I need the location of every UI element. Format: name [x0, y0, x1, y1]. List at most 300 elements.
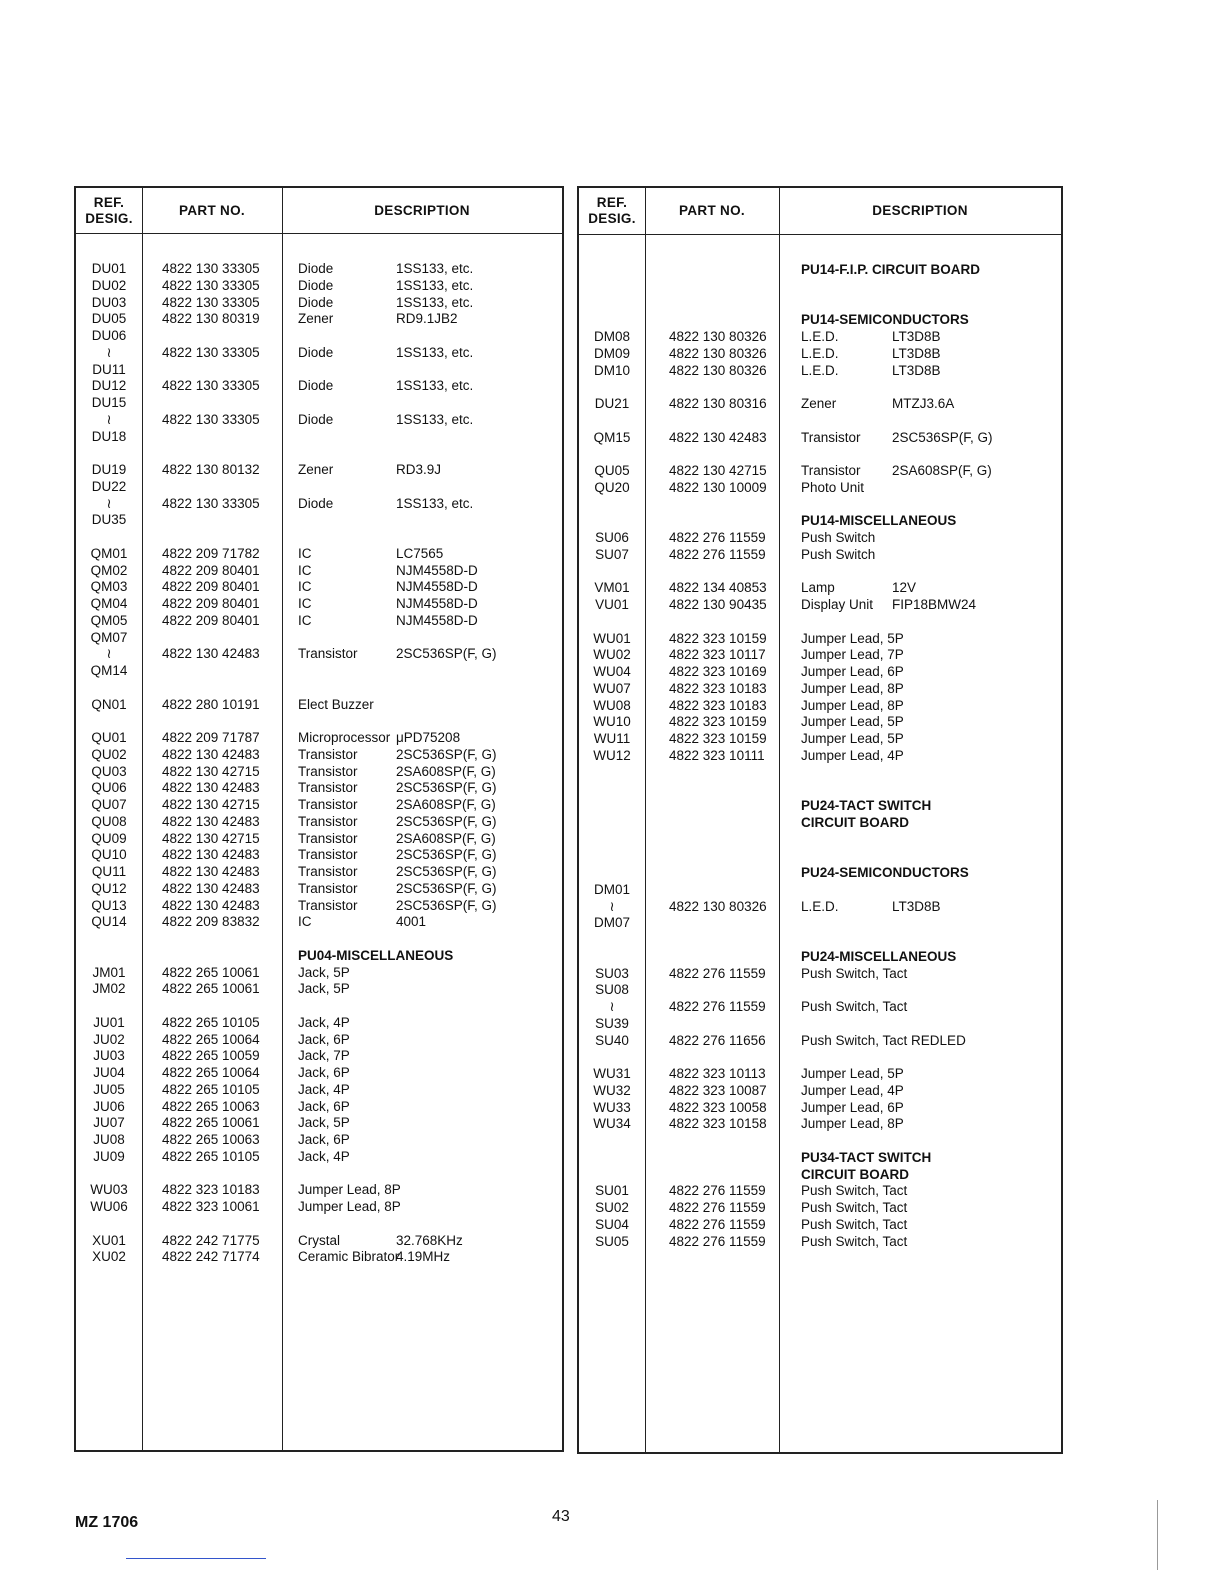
ref-desig-cell: QM04	[90, 596, 128, 611]
table-row	[579, 713, 1061, 730]
description-cell: Crystal	[298, 1232, 341, 1248]
part-no-cell: 4822 209 80401	[162, 579, 260, 595]
table-body	[579, 234, 1061, 1452]
header-part-no: PART NO.	[679, 203, 745, 218]
value-cell: LT3D8B	[892, 345, 941, 361]
description-cell: Jumper Lead, 7P	[801, 647, 904, 663]
part-no-cell: 4822 323 10113	[669, 1066, 766, 1081]
description-cell: Jack, 6P	[298, 1132, 350, 1147]
description-cell: Jack, 5P	[298, 1115, 350, 1131]
table-row	[579, 1149, 1061, 1166]
ref-desig-cell: QM01	[90, 545, 128, 561]
table-row	[76, 880, 562, 897]
part-no-cell: 4822 323 10183	[669, 680, 767, 696]
description-cell: L.E.D.	[801, 362, 839, 378]
table-row	[76, 1064, 562, 1081]
part-no-cell: 4822 209 80401	[162, 562, 260, 578]
table-row	[579, 831, 1061, 848]
table-row	[579, 646, 1061, 663]
table-row	[76, 863, 562, 880]
ref-desig-cell: ≀	[106, 411, 112, 427]
value-cell: 1SS133, etc.	[396, 495, 474, 511]
ref-desig-cell: JM02	[92, 981, 126, 997]
ref-desig-cell: SU06	[595, 530, 629, 545]
description-cell: Jumper Lead, 6P	[801, 664, 904, 679]
table-row	[579, 1099, 1061, 1116]
ref-desig-cell: XU02	[92, 1249, 126, 1265]
ref-desig-cell: DU11	[92, 361, 126, 377]
table-row	[579, 345, 1061, 362]
description-cell: Transistor	[298, 830, 358, 846]
ref-desig-cell: DU18	[91, 428, 127, 444]
table-row	[76, 260, 562, 277]
table-row	[579, 512, 1061, 529]
description-cell: Jack, 5P	[298, 964, 350, 980]
part-no-cell: 4822 130 42715	[162, 830, 260, 846]
table-row	[579, 596, 1061, 613]
table-row	[579, 764, 1061, 781]
value-cell: 2SC536SP(F, G)	[396, 746, 497, 762]
value-cell: RD9.1JB2	[396, 311, 458, 327]
ref-desig-cell: JM01	[92, 964, 126, 980]
table-row	[579, 948, 1061, 965]
table-row	[579, 847, 1061, 864]
section-heading: PU34-TACT SWITCH	[801, 1149, 932, 1165]
value-cell: 2SA608SP(F, G)	[396, 797, 496, 812]
table-row	[76, 662, 562, 679]
part-no-cell: 4822 280 10191	[162, 696, 260, 712]
description-cell: Push Switch, Tact REDLED	[801, 1032, 966, 1048]
ref-desig-cell: WU10	[593, 714, 631, 730]
table-row	[76, 1031, 562, 1048]
part-no-cell: 4822 130 42483	[162, 847, 260, 863]
part-no-cell: 4822 276 11559	[669, 546, 766, 562]
table-row	[579, 965, 1061, 982]
part-no-cell: 4822 265 10105	[162, 1081, 260, 1097]
table-row	[76, 913, 562, 930]
ref-desig-cell: QU20	[594, 479, 630, 495]
description-cell: Push Switch, Tact	[801, 1233, 908, 1249]
description-cell: Zener	[801, 396, 837, 411]
model-number: MZ 1706	[75, 1514, 139, 1531]
value-cell: 2SC536SP(F, G)	[396, 813, 497, 829]
value-cell: LT3D8B	[892, 329, 941, 344]
description-cell: IC	[298, 579, 312, 595]
ref-desig-cell: DU02	[91, 277, 127, 293]
underline-mark	[126, 1558, 266, 1559]
table-row	[76, 1198, 562, 1215]
value-cell: 1SS133, etc.	[396, 344, 474, 360]
table-row	[76, 964, 562, 981]
ref-desig-cell: SU01	[595, 1183, 629, 1199]
description-cell: Transistor	[298, 646, 358, 662]
part-no-cell: 4822 323 10183	[669, 697, 767, 713]
part-no-cell: 4822 130 33305	[162, 378, 260, 394]
ref-desig-cell: QU12	[91, 880, 127, 896]
ref-desig-cell: QN01	[91, 696, 127, 712]
description-cell: Jack, 4P	[298, 1081, 350, 1097]
value-cell: 12V	[892, 580, 917, 596]
table-row	[76, 1014, 562, 1031]
description-cell: Jack, 7P	[298, 1048, 350, 1064]
table-row	[76, 846, 562, 863]
table-row	[76, 1131, 562, 1148]
table-row	[579, 546, 1061, 563]
edge-mark	[1157, 1500, 1158, 1570]
description-cell: Diode	[298, 411, 334, 427]
ref-desig-cell: ≀	[609, 999, 615, 1014]
description-cell: Diode	[298, 294, 334, 310]
part-no-cell: 4822 276 11559	[669, 1233, 766, 1249]
part-no-cell: 4822 130 90435	[669, 597, 767, 612]
parts-table-left	[74, 186, 564, 1452]
table-row	[76, 1232, 562, 1249]
table-row	[579, 981, 1061, 998]
part-no-cell: 4822 323 10159	[669, 630, 767, 646]
table-row	[76, 712, 562, 729]
ref-desig-cell: WU08	[593, 697, 631, 713]
part-no-cell: 4822 323 10061	[162, 1199, 260, 1214]
ref-desig-cell: WU12	[593, 747, 631, 763]
table-row	[579, 663, 1061, 680]
description-cell: Push Switch, Tact	[801, 965, 908, 981]
ref-desig-cell: QM15	[593, 429, 631, 445]
description-cell: Transistor	[298, 797, 358, 812]
section-heading: PU14-SEMICONDUCTORS	[801, 312, 969, 328]
description-cell: Jack, 6P	[298, 1031, 350, 1047]
part-no-cell: 4822 242 71774	[162, 1249, 260, 1265]
table-row	[579, 998, 1061, 1015]
table-row	[76, 411, 562, 428]
table-row	[579, 1015, 1061, 1032]
table-row	[579, 563, 1061, 580]
value-cell: 1SS133, etc.	[396, 261, 474, 276]
value-cell: 2SA608SP(F, G)	[396, 830, 496, 846]
table-row	[579, 1132, 1061, 1149]
description-cell: Lamp	[801, 580, 835, 596]
table-row	[76, 746, 562, 763]
part-no-cell: 4822 130 42715	[162, 797, 260, 812]
description-cell: Jumper Lead, 6P	[801, 1099, 904, 1115]
section-heading: PU14-F.I.P. CIRCUIT BOARD	[801, 262, 981, 277]
value-cell: 32.768KHz	[396, 1232, 463, 1248]
ref-desig-cell: DU35	[91, 512, 127, 528]
ref-desig-cell: QU03	[91, 763, 127, 779]
ref-desig-cell: DM07	[593, 915, 630, 931]
ref-desig-cell: QU09	[91, 830, 127, 846]
table-row	[76, 779, 562, 796]
table-row	[579, 496, 1061, 513]
description-cell: Jumper Lead, 4P	[801, 1082, 904, 1098]
table-header	[579, 188, 1061, 235]
ref-desig-cell: SU02	[595, 1200, 629, 1215]
value-cell: μPD75208	[396, 730, 461, 745]
part-no-cell: 4822 130 33305	[162, 411, 260, 427]
header-description: DESCRIPTION	[872, 203, 968, 218]
table-row	[579, 680, 1061, 697]
table-row	[579, 881, 1061, 898]
ref-desig-cell: JU03	[93, 1048, 125, 1064]
table-row	[76, 645, 562, 662]
ref-desig-cell: WU02	[593, 647, 631, 663]
table-row	[76, 528, 562, 545]
description-cell: Transistor	[298, 880, 358, 896]
ref-desig-cell: WU34	[593, 1116, 631, 1132]
table-row	[76, 1047, 562, 1064]
value-cell: 1SS133, etc.	[396, 378, 474, 394]
section-heading: PU04-MISCELLANEOUS	[298, 947, 454, 963]
ref-desig-cell: QU11	[91, 864, 127, 879]
value-cell: NJM4558D-D	[396, 612, 478, 628]
part-no-cell: 4822 130 33305	[162, 261, 260, 276]
description-cell: Jack, 4P	[298, 1014, 350, 1030]
value-cell: 2SC536SP(F, G)	[396, 847, 497, 863]
table-row	[579, 898, 1061, 915]
table-row	[579, 1182, 1061, 1199]
table-row	[76, 495, 562, 512]
table-body	[76, 233, 562, 1450]
ref-desig-cell: QM14	[90, 663, 128, 678]
table-row	[579, 362, 1061, 379]
value-cell: 1SS133, etc.	[396, 294, 474, 310]
section-heading: PU14-MISCELLANEOUS	[801, 513, 957, 529]
table-row	[76, 277, 562, 294]
part-no-cell: 4822 265 10063	[162, 1132, 260, 1147]
description-cell: Microprocessor	[298, 730, 391, 745]
table-row	[76, 679, 562, 696]
table-row	[579, 579, 1061, 596]
ref-desig-cell: JU01	[93, 1014, 125, 1030]
value-cell: NJM4558D-D	[396, 579, 478, 595]
table-row	[579, 445, 1061, 462]
table-row	[579, 730, 1061, 747]
table-row	[76, 444, 562, 461]
table-row	[76, 997, 562, 1014]
part-no-cell: 4822 130 42715	[669, 463, 767, 478]
description-cell: Transistor	[801, 429, 861, 445]
value-cell: 2SC536SP(F, G)	[396, 646, 497, 662]
table-row	[579, 429, 1061, 446]
ref-desig-cell: VM01	[594, 580, 630, 596]
ref-desig-cell: QM03	[90, 579, 128, 595]
part-no-cell: 4822 323 10117	[669, 647, 766, 663]
table-row	[76, 461, 562, 478]
description-cell: Ceramic Bibrator	[298, 1249, 400, 1265]
table-row	[76, 377, 562, 394]
ref-desig-cell: QU08	[91, 813, 127, 829]
table-row	[76, 1098, 562, 1115]
part-no-cell: 4822 323 10087	[669, 1082, 767, 1098]
table-row	[579, 780, 1061, 797]
ref-desig-cell: WU33	[593, 1099, 631, 1115]
value-cell: 2SC536SP(F, G)	[396, 897, 497, 913]
part-no-cell: 4822 265 10063	[162, 1098, 260, 1114]
table-row	[579, 1233, 1061, 1250]
part-no-cell: 4822 265 10105	[162, 1148, 260, 1164]
part-no-cell: 4822 130 80326	[669, 362, 767, 378]
value-cell: 4.19MHz	[396, 1249, 451, 1265]
table-row	[76, 763, 562, 780]
value-cell: NJM4558D-D	[396, 562, 478, 578]
table-row	[76, 1248, 562, 1265]
table-row	[76, 511, 562, 528]
part-no-cell: 4822 130 80326	[669, 345, 767, 361]
table-row	[579, 479, 1061, 496]
table-row	[76, 595, 562, 612]
ref-desig-cell: JU08	[93, 1132, 125, 1147]
part-no-cell: 4822 323 10159	[669, 714, 767, 730]
table-row	[76, 897, 562, 914]
table-row	[579, 1048, 1061, 1065]
description-cell: Diode	[298, 495, 334, 511]
part-no-cell: 4822 130 80316	[669, 396, 767, 411]
value-cell: 2SC536SP(F, G)	[396, 880, 497, 896]
description-cell: IC	[298, 612, 312, 628]
table-row	[76, 428, 562, 445]
table-row	[579, 630, 1061, 647]
table-row	[579, 395, 1061, 412]
part-no-cell: 4822 130 80326	[669, 329, 767, 344]
table-row	[76, 478, 562, 495]
part-no-cell: 4822 130 80326	[669, 898, 767, 914]
ref-desig-cell: SU04	[595, 1216, 629, 1232]
description-cell: Transistor	[298, 847, 358, 863]
ref-desig-cell: SU05	[595, 1233, 629, 1249]
ref-desig-cell: JU09	[93, 1148, 125, 1164]
description-cell: Transistor	[298, 813, 358, 829]
part-no-cell: 4822 209 83832	[162, 914, 260, 930]
ref-desig-cell: SU07	[595, 546, 629, 562]
table-row	[76, 361, 562, 378]
table-row	[579, 1082, 1061, 1099]
description-cell: Jumper Lead, 8P	[801, 680, 904, 696]
description-cell: IC	[298, 545, 312, 561]
description-cell: L.E.D.	[801, 898, 839, 914]
description-cell: Transistor	[801, 463, 861, 478]
value-cell: 1SS133, etc.	[396, 277, 474, 293]
value-cell: 2SC536SP(F, G)	[396, 864, 497, 879]
part-no-cell: 4822 130 80319	[162, 311, 260, 327]
table-row	[76, 1181, 562, 1198]
ref-desig-cell: QU07	[91, 797, 127, 812]
description-cell: Diode	[298, 378, 334, 394]
ref-desig-cell: DU05	[91, 311, 127, 327]
table-row	[76, 729, 562, 746]
part-no-cell: 4822 323 10169	[669, 664, 767, 679]
ref-desig-cell: DU21	[594, 396, 630, 411]
part-no-cell: 4822 265 10059	[162, 1048, 260, 1064]
description-cell: L.E.D.	[801, 345, 839, 361]
table-row	[76, 980, 562, 997]
table-row	[579, 462, 1061, 479]
description-cell: Zener	[298, 311, 334, 327]
table-row	[76, 327, 562, 344]
table-row	[579, 261, 1061, 278]
table-row	[579, 1115, 1061, 1132]
ref-desig-cell: JU02	[93, 1031, 125, 1047]
part-no-cell: 4822 276 11559	[669, 965, 766, 981]
ref-desig-cell: JU07	[93, 1115, 125, 1131]
part-no-cell: 4822 265 10061	[162, 981, 260, 997]
description-cell: Push Switch	[801, 546, 876, 562]
table-row	[76, 813, 562, 830]
ref-desig-cell: QU06	[91, 780, 127, 796]
ref-desig-cell: QU13	[91, 897, 127, 913]
part-no-cell: 4822 209 71782	[162, 545, 260, 561]
ref-desig-cell: WU07	[593, 680, 631, 696]
part-no-cell: 4822 323 10159	[669, 731, 767, 746]
part-no-cell: 4822 130 42483	[162, 813, 260, 829]
ref-desig-cell: DM09	[593, 345, 630, 361]
description-cell: Jumper Lead, 5P	[801, 630, 904, 646]
part-no-cell: 4822 265 10061	[162, 964, 260, 980]
ref-desig-cell: DU12	[91, 378, 127, 394]
description-cell: Transistor	[298, 897, 358, 913]
description-cell: Push Switch, Tact	[801, 1216, 908, 1232]
description-cell: Elect Buzzer	[298, 696, 374, 712]
table-row	[579, 1032, 1061, 1049]
description-cell: Jumper Lead, 8P	[801, 1116, 904, 1132]
section-heading: PU24-MISCELLANEOUS	[801, 948, 957, 964]
table-row	[579, 529, 1061, 546]
part-no-cell: 4822 130 42483	[162, 746, 260, 762]
part-no-cell: 4822 276 11559	[669, 1216, 766, 1232]
table-row	[76, 1215, 562, 1232]
description-cell: Jumper Lead, 8P	[298, 1199, 401, 1214]
description-cell: Diode	[298, 277, 334, 293]
page-number: 43	[552, 1508, 570, 1525]
ref-desig-cell: SU08	[595, 982, 629, 998]
ref-desig-cell: VU01	[595, 597, 629, 612]
table-row	[579, 311, 1061, 328]
description-cell: Transistor	[298, 780, 358, 796]
description-cell: Transistor	[298, 746, 358, 762]
ref-desig-cell: ≀	[106, 646, 112, 662]
description-cell: Push Switch, Tact	[801, 1183, 908, 1199]
part-no-cell: 4822 323 10058	[669, 1099, 767, 1115]
ref-desig-cell: DU15	[91, 395, 127, 410]
part-no-cell: 4822 130 42483	[162, 646, 260, 662]
ref-desig-cell: WU04	[593, 664, 631, 679]
description-cell: Push Switch, Tact	[801, 1200, 908, 1215]
ref-desig-cell: JU06	[93, 1098, 125, 1114]
ref-desig-cell: DU01	[91, 261, 127, 276]
value-cell: 4001	[396, 914, 427, 930]
part-no-cell: 4822 209 71787	[162, 730, 260, 745]
part-no-cell: 4822 130 80132	[162, 462, 260, 477]
description-cell: IC	[298, 914, 312, 930]
table-row	[76, 947, 562, 964]
part-no-cell: 4822 323 10158	[669, 1116, 767, 1132]
ref-desig-cell: WU32	[593, 1082, 631, 1098]
table-row	[579, 1065, 1061, 1082]
table-row	[579, 747, 1061, 764]
description-cell: Push Switch, Tact	[801, 999, 908, 1014]
section-heading: PU24-TACT SWITCH	[801, 798, 932, 813]
value-cell: LT3D8B	[892, 362, 941, 378]
description-cell: IC	[298, 562, 312, 578]
part-no-cell: 4822 130 42715	[162, 763, 260, 779]
part-no-cell: 4822 130 42483	[162, 897, 260, 913]
header-ref-desig: REF. DESIG.	[588, 195, 636, 226]
ref-desig-cell: JU04	[93, 1065, 125, 1080]
table-row	[579, 697, 1061, 714]
part-no-cell: 4822 134 40853	[669, 580, 767, 596]
ref-desig-cell: ≀	[106, 344, 112, 360]
part-no-cell: 4822 323 10111	[669, 747, 765, 763]
table-row	[76, 629, 562, 646]
ref-desig-cell: DU03	[91, 294, 127, 310]
